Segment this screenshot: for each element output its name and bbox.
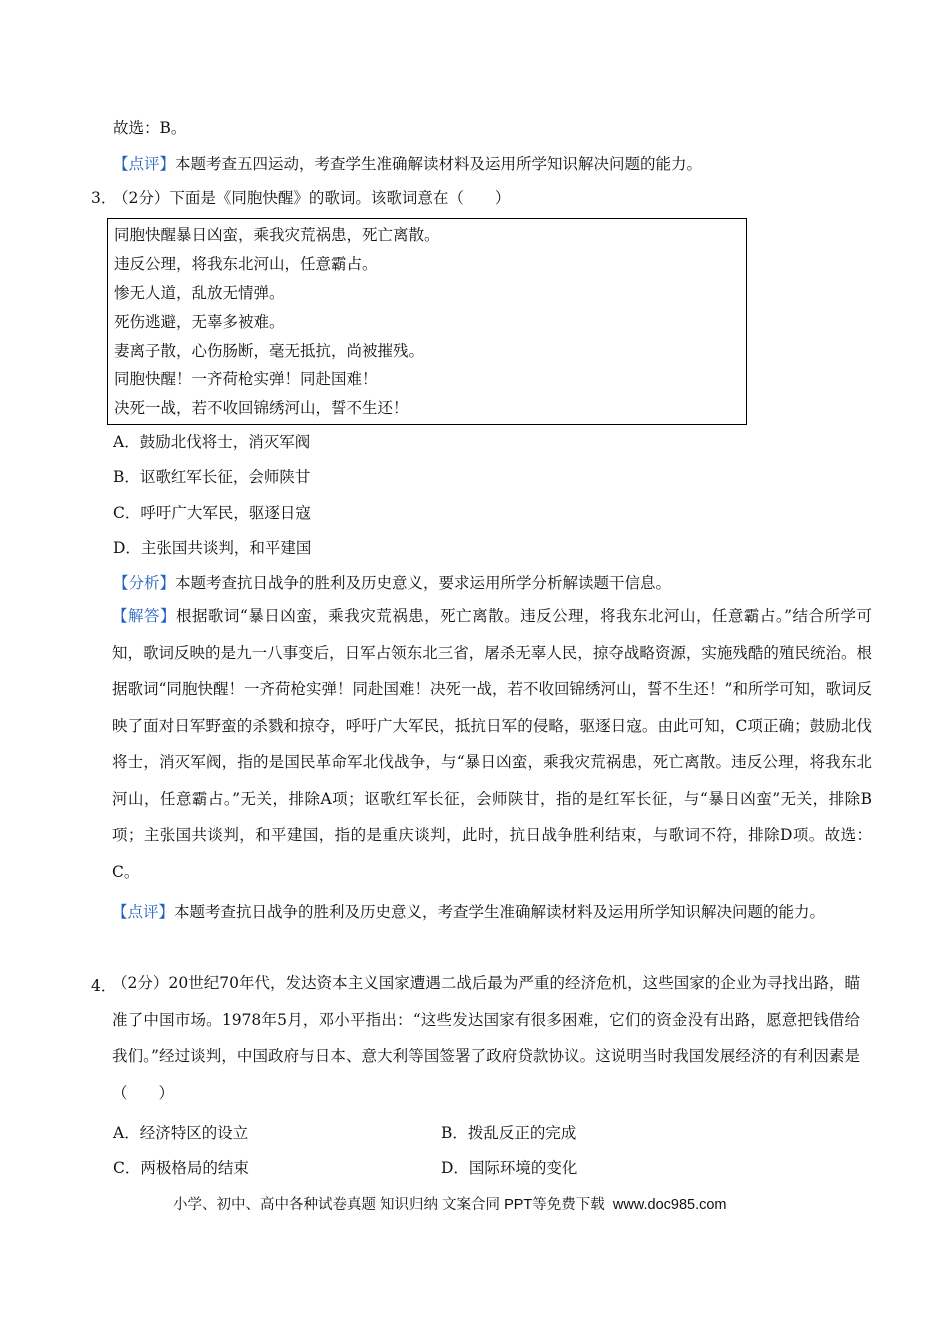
- option-a: A．鼓励北伐将士，消灭军阀: [113, 433, 311, 451]
- comment-tag: 【点评】: [113, 155, 176, 173]
- option-d: D．主张国共谈判，和平建国: [113, 539, 312, 557]
- question-stem: （2分）下面是《同胞快醒》的歌词。该歌词意在（ ）: [113, 189, 511, 207]
- option-b: B．拨乱反正的完成: [441, 1124, 577, 1142]
- question-stem: （2分）20世纪70年代，发达资本主义国家遭遇二战后最为严重的经济危机，这些国家的企业为寻找出路，瞄准了中国市场。1978年5月，邓小平指出：“这些发达国家有很多困难，它们的资金没有出路，愿意把钱借给我们。”经过谈判，中国政府与日本、意大利等国签署了政府贷款协议。这说明当时我国发展经济的有利因素是（ ）: [112, 974, 860, 1102]
- analysis-line: [113, 571, 671, 593]
- comment-tag: 【点评】: [112, 903, 175, 921]
- option-b: B．讴歌红军长征，会师陕甘: [113, 468, 311, 486]
- footer-text: 小学、初中、高中各种试卷真题 知识归纳 文案合同 PPT等免费下载: [173, 1197, 605, 1213]
- comment-text: 本题考查抗日战争的胜利及历史意义，考查学生准确解读材料及运用所学知识解决问题的能力。: [174, 903, 826, 921]
- lyric-line: 违反公理，将我东北河山，任意霸占。: [114, 255, 378, 273]
- comment-paragraph: [112, 894, 860, 931]
- analysis-tag: 【分析】: [113, 574, 176, 592]
- analysis-text: 本题考查抗日战争的胜利及历史意义，要求运用所学分析解读题干信息。: [175, 574, 672, 592]
- option-c: C．两极格局的结束: [113, 1159, 249, 1177]
- lyric-line: 妻离子散，心伤肠断，毫无抵抗，尚被摧残。: [114, 342, 425, 360]
- comment-text: 本题考查五四运动，考查学生准确解读材料及运用所学知识解决问题的能力。: [175, 155, 703, 173]
- answer-text: 根据歌词“暴日凶蛮，乘我灾荒祸患，死亡离散。违反公理，将我东北河山，任意霸占。”结合所学可知，歌词反映的是九一八事变后，日军占领东北三省，屠杀无辜人民，掠夺战略资源，实施残酷的殖民统治。根据歌词“同胞快醒！一齐荷枪实弹！同赴国难！决死一战，若不收回锦绣河山，誓不生还！”和所学可知，歌词反映了面对日军野蛮的杀戮和掠夺，呼吁广大军民，抵抗日军的侵略，驱逐日寇。由此可知，C项正确；鼓励北伐将士，消灭军阀，指的是国民革命军北伐战争，与“暴日凶蛮，乘我灾荒祸患，死亡离散。违反公理，将我东北河山，任意霸占。”无关，排除A项；讴歌红军长征，会师陕甘，指的是红军长征，与“暴日凶蛮”无关，排除B项；主张国共谈判，和平建国，指的是重庆谈判，此时，抗日战争胜利结束，与歌词不符，排除D项。故选：C。: [112, 607, 872, 881]
- lyric-line: 同胞快醒暴日凶蛮，乘我灾荒祸患，死亡离散。: [114, 226, 440, 244]
- lyric-line: 死伤逃避，无辜多被难。: [114, 313, 285, 331]
- lyrics-box: [107, 218, 747, 425]
- option-a: A．经济特区的设立: [113, 1124, 249, 1142]
- question-number: 3．: [91, 189, 117, 207]
- lyric-line: 惨无人道，乱放无情弹。: [114, 284, 285, 302]
- answer-tag: 【解答】: [112, 607, 176, 625]
- lyric-line: 决死一战，若不收回锦绣河山，誓不生还！: [114, 399, 409, 417]
- question-number: 4．: [91, 977, 117, 995]
- lyric-line: 同胞快醒！一齐荷枪实弹！同赴国难！: [114, 370, 378, 388]
- comment-line: [113, 152, 702, 174]
- answer-paragraph: [112, 598, 872, 890]
- answer-line: 故选：B。: [113, 119, 187, 137]
- page-footer: [173, 1193, 727, 1214]
- footer-link[interactable]: www.doc985.com: [612, 1197, 727, 1213]
- option-c: C．呼吁广大军民，驱逐日寇: [113, 504, 311, 522]
- option-d: D．国际环境的变化: [441, 1159, 578, 1177]
